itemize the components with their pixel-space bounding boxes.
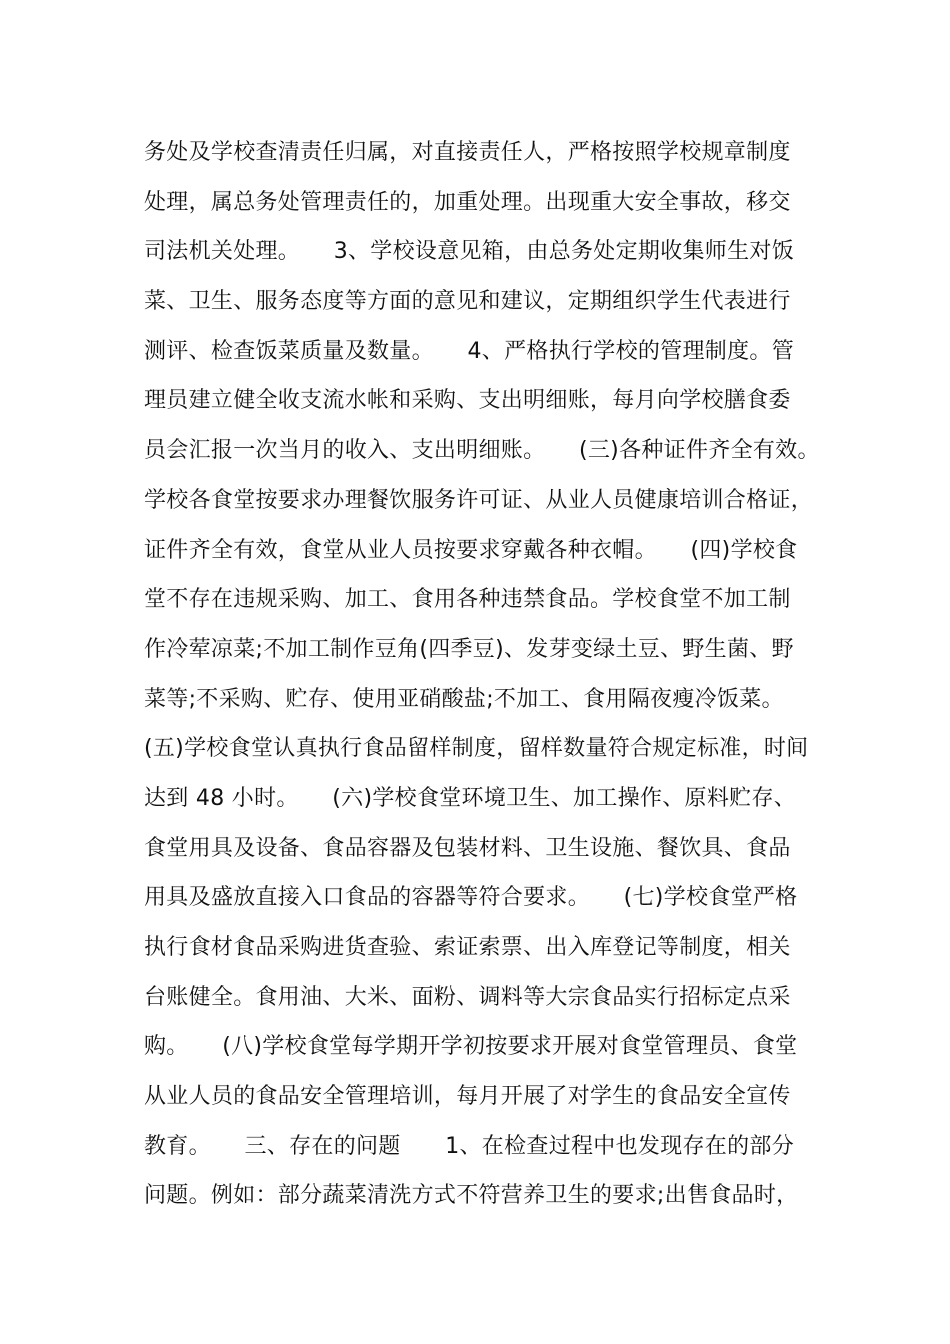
text-line-22: 问题。例如：部分蔬菜清洗方式不符营养卫生的要求;出售食品时，: [144, 1183, 799, 1209]
text-line-20: 从业人员的食品安全管理培训，每月开展了对学生的食品安全宣传: [144, 1084, 791, 1110]
text-line-16: 用具及盛放直接入口食品的容器等符合要求。 (七)学校食堂严格: [144, 885, 798, 911]
text-line-13: (五)学校食堂认真执行食品留样制度，留样数量符合规定标准，时间: [144, 736, 809, 762]
text-line-15: 食堂用具及设备、食品容器及包装材料、卫生设施、餐饮具、食品: [144, 835, 791, 861]
text-line-5: 测评、检查饭菜质量及数量。 4、严格执行学校的管理制度。管: [144, 338, 794, 364]
text-line-4: 菜、卫生、服务态度等方面的意见和建议，定期组织学生代表进行: [144, 289, 791, 315]
text-line-14: 达到 48 小时。 (六)学校食堂环境卫生、加工操作、原料贮存、: [144, 785, 797, 811]
text-line-1: 务处及学校查清责任归属，对直接责任人，严格按照学校规章制度: [144, 140, 791, 165]
document-body: [144, 128, 844, 1221]
text-line-19: 购。 (八)学校食堂每学期开学初按要求开展对食堂管理员、食堂: [144, 1034, 798, 1060]
text-line-9: 证件齐全有效，食堂从业人员按要求穿戴各种衣帽。 (四)学校食: [144, 537, 798, 563]
text-line-7: 员会汇报一次当月的收入、支出明细账。 (三)各种证件齐全有效。: [144, 438, 820, 464]
text-line-18: 台账健全。食用油、大米、面粉、调料等大宗食品实行招标定点采: [144, 984, 791, 1010]
text-line-11: 作冷荤凉菜;不加工制作豆角(四季豆)、发芽变绿土豆、野生菌、野: [144, 636, 794, 662]
text-line-6: 理员建立健全收支流水帐和采购、支出明细账，每月向学校膳食委: [144, 388, 791, 414]
text-line-21: 教育。 三、存在的问题 1、在检查过程中也发现存在的部分: [144, 1133, 794, 1159]
text-line-2: 处理，属总务处管理责任的，加重处理。出现重大安全事故，移交: [144, 189, 791, 215]
text-line-10: 堂不存在违规采购、加工、食用各种违禁食品。学校食堂不加工制: [144, 587, 791, 613]
text-line-8: 学校各食堂按要求办理餐饮服务许可证、从业人员健康培训合格证，: [144, 487, 814, 513]
text-line-3: 司法机关处理。 3、学校设意见箱，由总务处定期收集师生对饭: [144, 239, 794, 265]
text-line-17: 执行食材食品采购进货查验、索证索票、出入库登记等制度，相关: [144, 935, 791, 960]
text-line-12: 菜等;不采购、贮存、使用亚硝酸盐;不加工、食用隔夜瘦冷饭菜。: [144, 686, 784, 712]
